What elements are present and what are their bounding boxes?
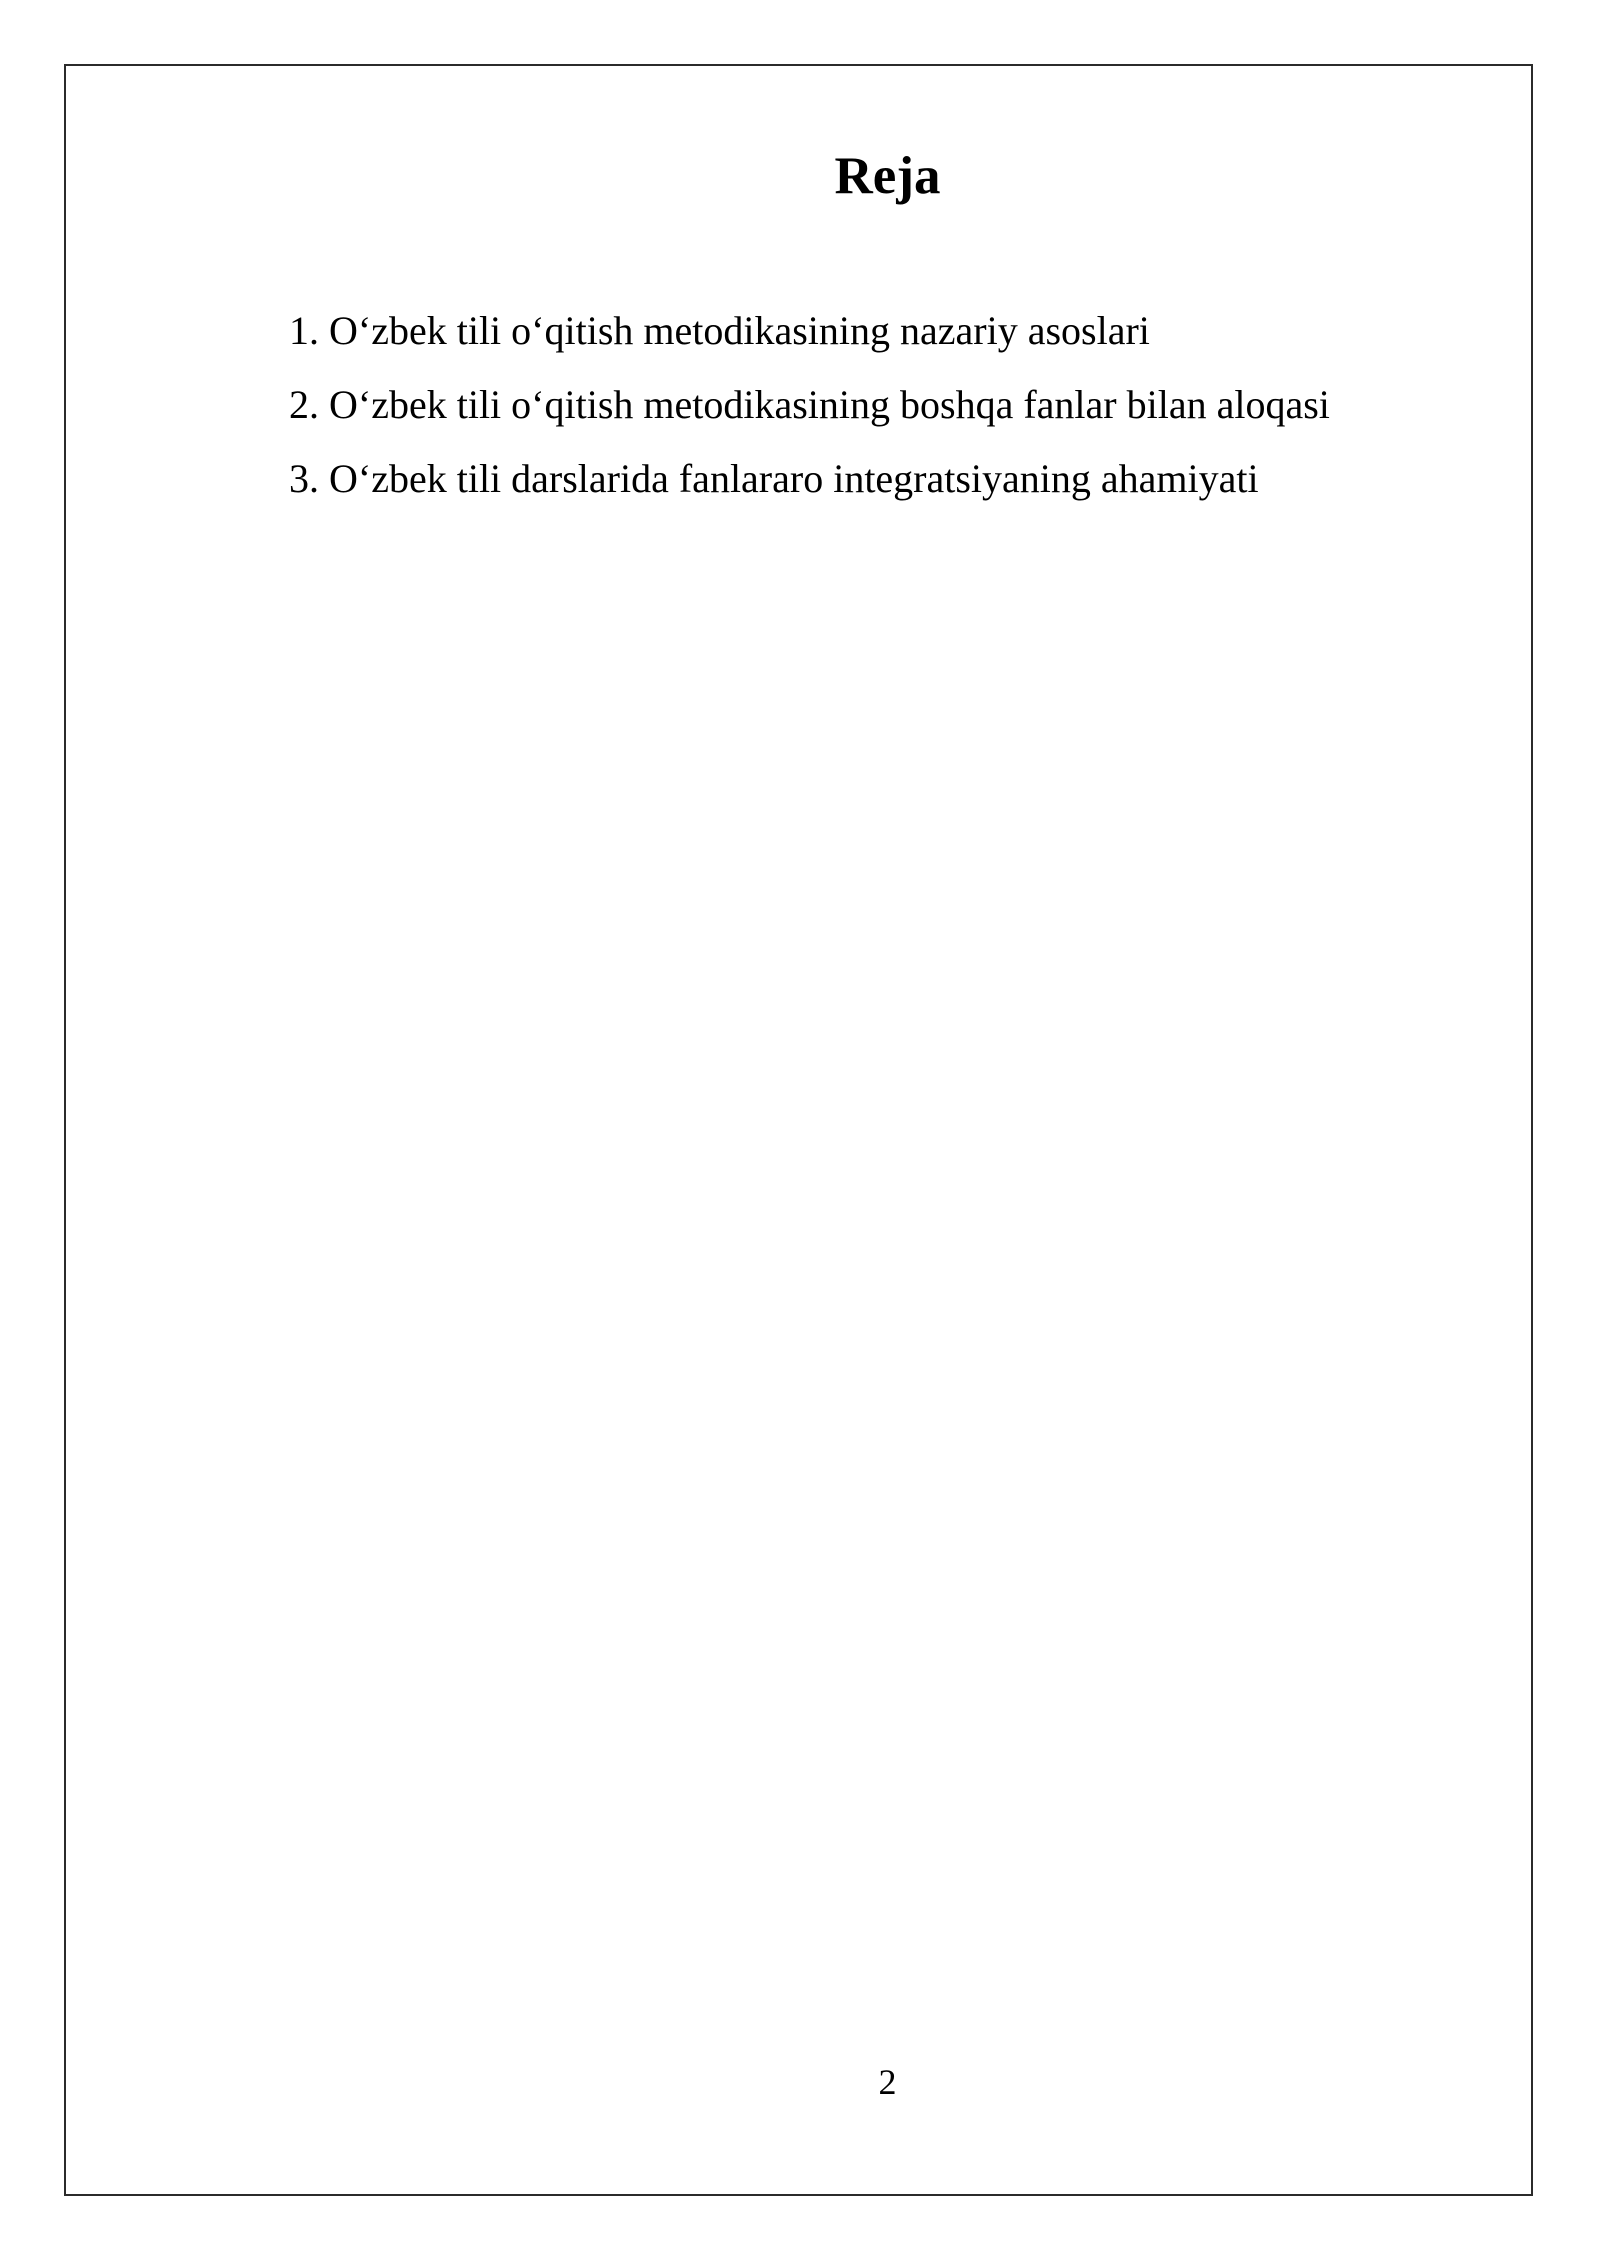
- page-number: 2: [878, 2062, 897, 2102]
- plan-list: [289, 294, 1330, 516]
- plan-item-3: 3. O‘zbek tili darslarida fanlararo integratsiyaning ahamiyati: [289, 456, 1259, 501]
- page-title: Reja: [834, 147, 941, 205]
- plan-item-1: 1. O‘zbek tili o‘qitish metodikasining nazariy asoslari: [289, 308, 1150, 353]
- plan-item-2: 2. O‘zbek tili o‘qitish metodikasining boshqa fanlar bilan aloqasi: [289, 382, 1330, 427]
